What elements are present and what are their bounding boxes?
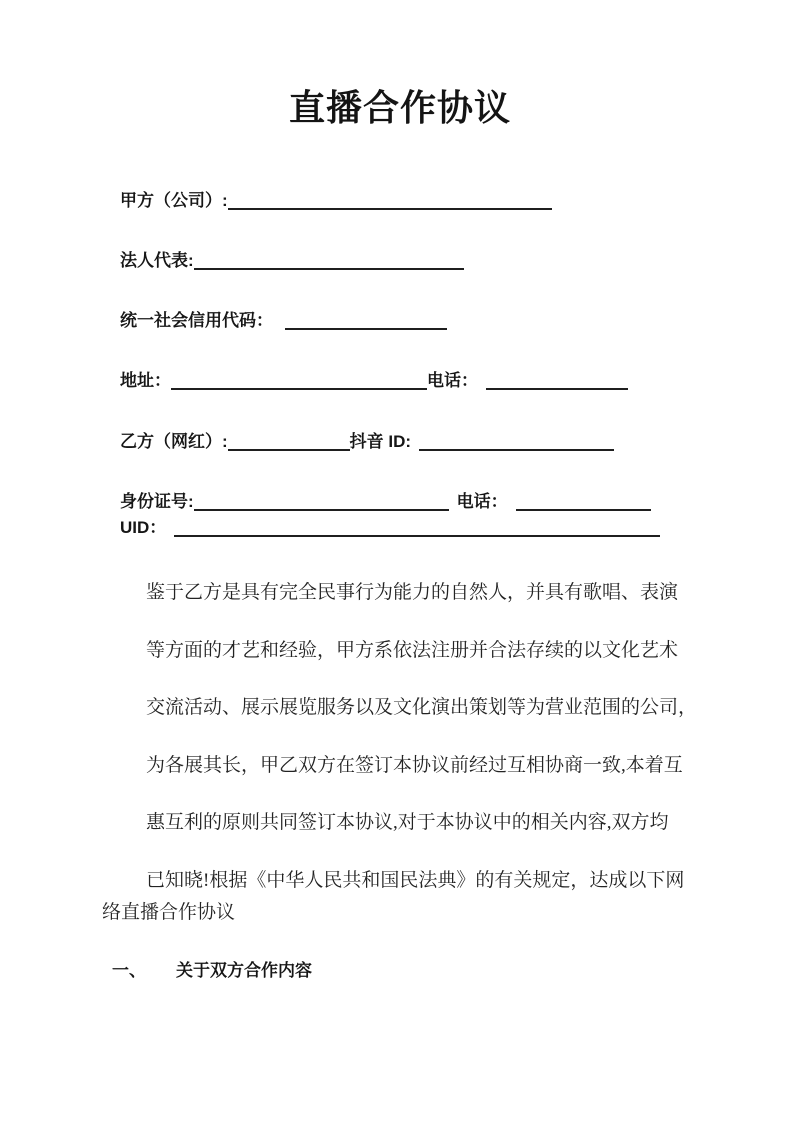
form-row-id-phone bbox=[120, 487, 651, 512]
phone-b-blank[interactable] bbox=[516, 492, 651, 511]
preamble-line: 惠互利的原则共同签订本协议,对于本协议中的相关内容,双方均 bbox=[146, 812, 669, 833]
address-blank[interactable] bbox=[171, 371, 427, 390]
preamble-line: 已知晓!根据《中华人民共和国民法典》的有关规定，达成以下网 bbox=[146, 870, 685, 891]
preamble-line: 鉴于乙方是具有完全民事行为能力的自然人，并具有歌唱、表演 bbox=[146, 582, 679, 603]
credit-code-blank[interactable] bbox=[285, 311, 447, 330]
section-1-heading bbox=[112, 956, 312, 981]
party-b-blank[interactable] bbox=[228, 432, 350, 451]
address-label: 地址： bbox=[120, 371, 171, 390]
id-number-label: 身份证号: bbox=[120, 492, 194, 511]
preamble-line: 络直播合作协议 bbox=[102, 902, 236, 923]
form-row-uid bbox=[120, 513, 660, 538]
preamble-line: 等方面的才艺和经验，甲方系依法注册并合法存续的以文化艺术 bbox=[146, 640, 679, 661]
legal-rep-blank[interactable] bbox=[194, 251, 464, 270]
uid-blank[interactable] bbox=[174, 518, 660, 537]
document-title: 直播合作协议 bbox=[288, 88, 511, 128]
form-row-party-b bbox=[120, 427, 614, 452]
phone-b-label: 电话： bbox=[456, 492, 508, 511]
id-number-blank[interactable] bbox=[194, 492, 449, 511]
preamble-line: 交流活动、展示展览服务以及文化演出策划等为营业范围的公司， bbox=[146, 697, 698, 718]
douyin-id-blank[interactable] bbox=[419, 432, 614, 451]
form-row-party-a bbox=[120, 186, 552, 211]
phone-a-blank[interactable] bbox=[486, 371, 628, 390]
section-1-title: 关于双方合作内容 bbox=[176, 961, 312, 980]
party-b-label: 乙方（网红）: bbox=[120, 432, 228, 451]
uid-label: UID： bbox=[120, 518, 167, 537]
douyin-id-label: 抖音 ID: bbox=[349, 432, 412, 451]
party-a-blank[interactable] bbox=[228, 191, 552, 210]
phone-a-label: 电话： bbox=[427, 371, 478, 390]
form-row-address-phone bbox=[120, 366, 628, 391]
legal-rep-label: 法人代表: bbox=[120, 251, 194, 270]
form-row-legal-rep bbox=[120, 246, 464, 271]
credit-code-label: 统一社会信用代码： bbox=[120, 311, 273, 330]
preamble-line: 为各展其长，甲乙双方在签订本协议前经过互相协商一致,本着互 bbox=[146, 755, 683, 776]
party-a-label: 甲方（公司）: bbox=[120, 191, 228, 210]
section-1-number: 一、 bbox=[112, 961, 146, 980]
form-row-credit-code bbox=[120, 306, 447, 331]
